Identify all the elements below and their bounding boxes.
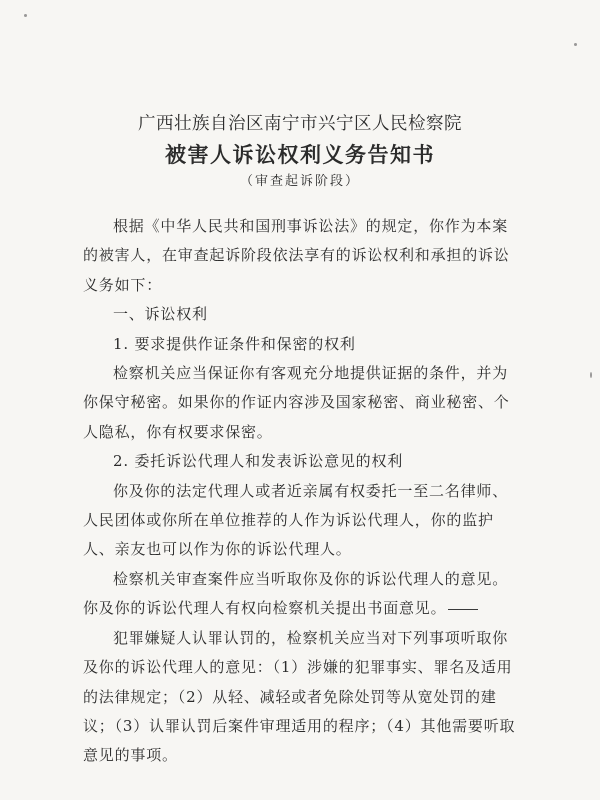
intro-paragraph: 根据《中华人民共和国刑事诉讼法》的规定，你作为本案的被害人，在审查起诉阶段依法享有的诉讼权利和承担的诉讼义务如下： (83, 217, 510, 294)
document-title: 被害人诉讼权利义务告知书 (165, 142, 435, 167)
paragraph-3 (83, 565, 523, 624)
scan-speck (590, 372, 592, 378)
section-heading: 一、诉讼权利 (113, 305, 208, 324)
document-subtitle: （审查起诉阶段） (239, 174, 360, 189)
scan-speck (574, 43, 577, 46)
paragraph-1: 检察机关应当保证你有客观充分地提供证据的条件，并为你保守秘密。如果你的作证内容涉及国家秘密、商业秘密、个人隐私，你有权要求保密。 (83, 364, 510, 441)
paragraph-2: 你及你的法定代理人或者近亲属有权委托一至二名律师、人民团体或你所在单位推荐的人作为诉讼代理人，你的监护人、亲友也可以作为你的诉讼代理人。 (83, 481, 509, 559)
scan-speck (24, 14, 27, 17)
paragraph-4: 犯罪嫌疑人认罪认罚的，检察机关应当对下列事项听取你及你的诉讼代理人的意见：（1）涉嫌的犯罪事实、罪名及适用的法律规定；（2）从轻、减轻或者免除处罚等从宽处罚的建议；（3）认罪认罚后案件审理适用的程序；（4）其他需要听取意见的事项。 (83, 628, 516, 765)
document-body (83, 212, 523, 771)
subheading-2: 2. 委托诉讼代理人和发表诉讼意见的权利 (113, 452, 404, 471)
issuing-organization: 广西壮族自治区南宁市兴宁区人民检察院 (138, 114, 462, 134)
subheading-1: 1. 要求提供作证条件和保密的权利 (113, 334, 356, 353)
trailing-dash (448, 609, 478, 610)
paragraph-3-text: 检察机关审查案件应当听取你及你的诉讼代理人的意见。你及你的诉讼代理人有权向检察机关提出书面意见。 (83, 569, 509, 618)
